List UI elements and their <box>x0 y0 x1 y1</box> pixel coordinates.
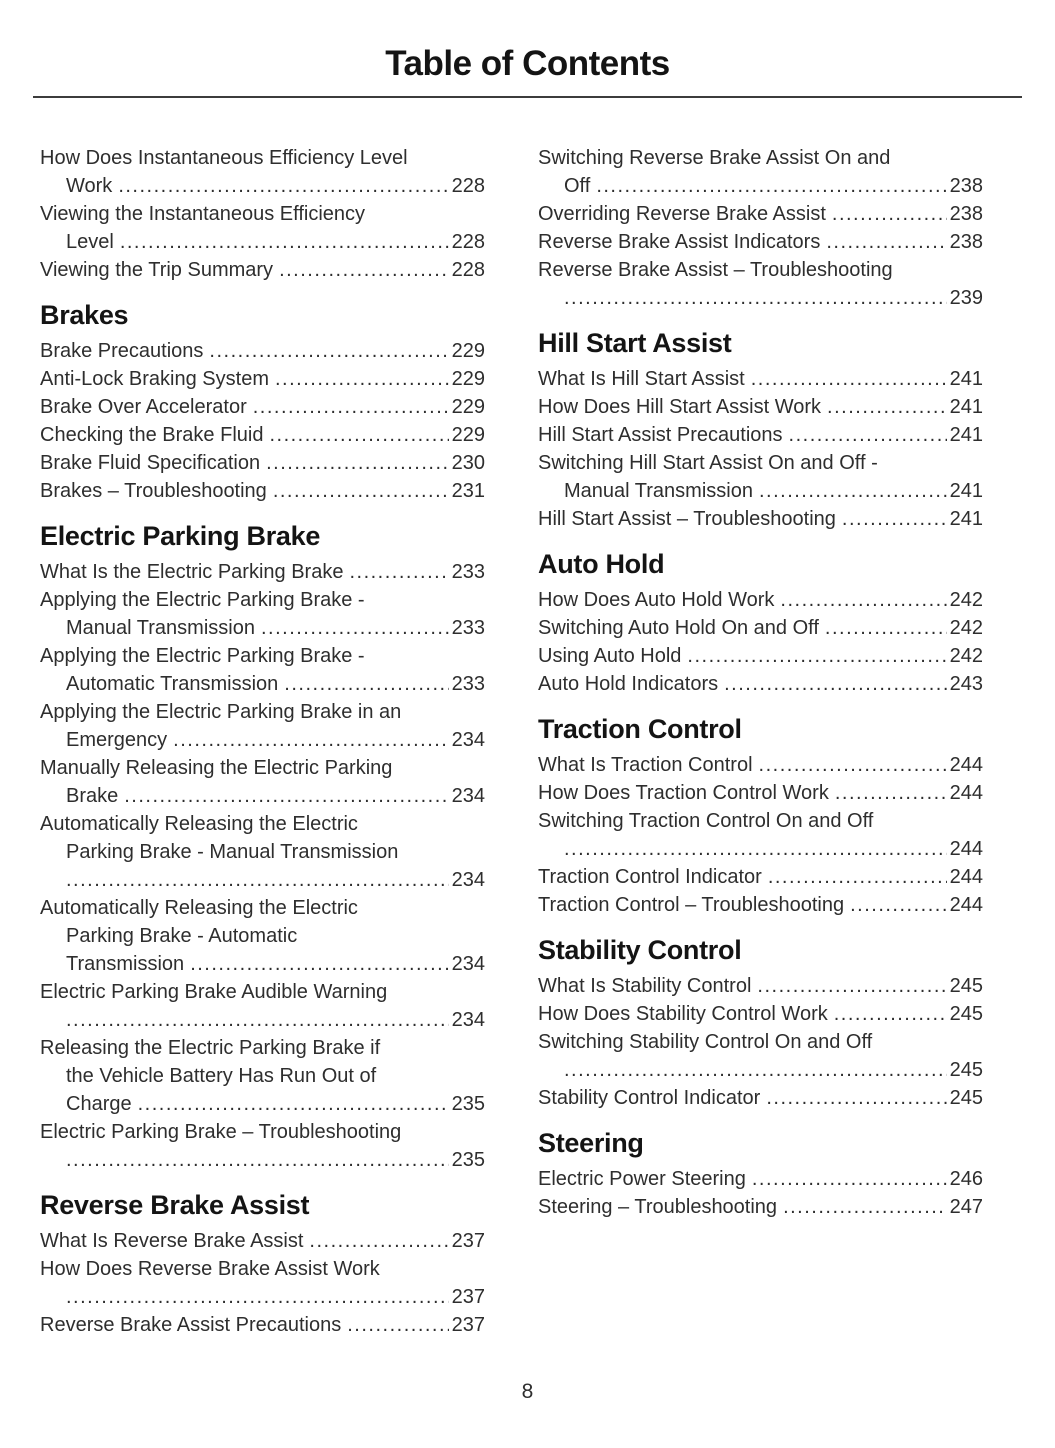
toc-entry[interactable] <box>538 256 983 312</box>
dot-leader <box>309 1227 448 1255</box>
toc-entry-page: 241 <box>949 396 983 418</box>
toc-entry-lastline <box>66 866 485 894</box>
toc-entry-lastline <box>538 1165 983 1193</box>
toc-entry-title: What Is Traction Control <box>538 754 753 776</box>
toc-entry[interactable] <box>40 1227 485 1255</box>
toc-entry[interactable] <box>538 614 983 642</box>
toc-entry[interactable] <box>538 1000 983 1028</box>
toc-entry[interactable] <box>538 449 983 505</box>
toc-entry-lastline <box>66 782 485 810</box>
dot-leader <box>850 891 947 919</box>
toc-entry-page: 239 <box>949 287 983 309</box>
dot-leader <box>780 586 946 614</box>
toc-entry-title: Reverse Brake Assist Precautions <box>40 1314 342 1336</box>
toc-entry-title: How Does Traction Control Work <box>538 782 829 804</box>
toc-entry-page: 238 <box>949 175 983 197</box>
toc-entry-lastline <box>538 972 983 1000</box>
toc-entry[interactable] <box>40 894 485 978</box>
section-heading: Reverse Brake Assist <box>40 1190 310 1220</box>
toc-entry-title: Brake Precautions <box>40 340 204 362</box>
dot-leader <box>66 1146 449 1174</box>
toc-entry-page: 230 <box>451 452 485 474</box>
toc-entry-page: 241 <box>949 480 983 502</box>
toc-entry-page: 229 <box>451 340 485 362</box>
dot-leader <box>173 726 448 754</box>
toc-entry-page: 245 <box>949 975 983 997</box>
toc-entry-page: 237 <box>451 1230 485 1252</box>
dot-leader <box>66 866 449 894</box>
toc-entry-lastline <box>538 393 983 421</box>
toc-entry-title: Manual Transmission <box>66 617 255 639</box>
page-footer <box>0 1380 1055 1404</box>
toc-entry-lastline <box>66 614 485 642</box>
toc-entry[interactable] <box>40 1255 485 1311</box>
toc-entry-title: What Is Stability Control <box>538 975 752 997</box>
toc-entry-title: Manual Transmission <box>564 480 753 502</box>
toc-entry-title: Steering – Troubleshooting <box>538 1196 778 1218</box>
toc-entry-page: 242 <box>949 617 983 639</box>
toc-entry-page: 238 <box>949 203 983 225</box>
dot-leader <box>120 228 449 256</box>
toc-entry-title: Anti-Lock Braking System <box>40 368 269 390</box>
toc-entry-page: 244 <box>949 782 983 804</box>
toc-entry-page: 244 <box>949 866 983 888</box>
dot-leader <box>273 477 449 505</box>
dot-leader <box>124 782 448 810</box>
toc-entry-page: 235 <box>451 1093 485 1115</box>
toc-entry[interactable] <box>40 393 485 421</box>
toc-entry-lastline <box>40 558 485 586</box>
toc-entry-page: 234 <box>451 1009 485 1031</box>
toc-entry-page: 231 <box>451 480 485 502</box>
toc-entry-lastline <box>538 1084 983 1112</box>
toc-entry-page: 241 <box>949 368 983 390</box>
toc-entry[interactable] <box>40 698 485 754</box>
toc-entry-line: Viewing the Instantaneous Efficiency <box>40 203 366 225</box>
toc-entry[interactable] <box>538 670 983 698</box>
toc-entry-page: 237 <box>451 1314 485 1336</box>
toc-entry-title: Off <box>564 175 591 197</box>
toc-entry-page: 241 <box>949 508 983 530</box>
toc-entry-title: Brake <box>66 785 119 807</box>
toc-entry[interactable] <box>538 586 983 614</box>
toc-entry[interactable] <box>538 863 983 891</box>
toc-entry-lastline <box>40 477 485 505</box>
dot-leader <box>759 751 947 779</box>
toc-entry-page: 234 <box>451 785 485 807</box>
dot-leader <box>827 393 947 421</box>
toc-entry[interactable] <box>40 978 485 1034</box>
toc-entry-page: 233 <box>451 561 485 583</box>
toc-entry[interactable] <box>538 751 983 779</box>
toc-entry-page: 235 <box>451 1149 485 1171</box>
toc-entry-title: How Does Hill Start Assist Work <box>538 396 822 418</box>
toc-entry[interactable] <box>538 393 983 421</box>
toc-entry-lastline <box>538 1000 983 1028</box>
toc-entry-page: 229 <box>451 396 485 418</box>
dot-leader <box>596 172 946 200</box>
dot-leader <box>66 1283 449 1311</box>
toc-entry-title: Hill Start Assist – Troubleshooting <box>538 508 836 530</box>
toc-entry-lastline <box>66 950 485 978</box>
toc-entry-lastline <box>564 1056 983 1084</box>
toc-entry-page: 242 <box>949 589 983 611</box>
section-heading: Auto Hold <box>538 549 665 579</box>
toc-entry-line: Reverse Brake Assist – Troubleshooting <box>538 259 893 281</box>
toc-entry[interactable] <box>40 477 485 505</box>
toc-entry-title: Brakes – Troubleshooting <box>40 480 267 502</box>
page-title: Table of Contents <box>385 44 670 83</box>
toc-entry-title: Brake Fluid Specification <box>40 452 261 474</box>
dot-leader <box>768 863 947 891</box>
toc-column-right <box>538 144 983 1339</box>
dot-leader <box>751 365 947 393</box>
toc-entry-line: Switching Reverse Brake Assist On and <box>538 147 891 169</box>
toc-entry-lastline <box>40 393 485 421</box>
toc-entry-page: 228 <box>451 259 485 281</box>
toc-entry[interactable] <box>538 200 983 228</box>
toc-entry-page: 244 <box>949 894 983 916</box>
toc-column-left <box>40 144 485 1339</box>
toc-entry-page: 237 <box>451 1286 485 1308</box>
toc-entry-lastline <box>40 256 485 284</box>
toc-entry-lastline <box>66 1283 485 1311</box>
toc-entry[interactable] <box>40 1118 485 1174</box>
dot-leader <box>269 421 448 449</box>
toc-entry[interactable] <box>40 558 485 586</box>
toc-entry-lastline <box>40 449 485 477</box>
toc-entry-lastline <box>538 863 983 891</box>
toc-entry-page: 244 <box>949 754 983 776</box>
toc-entry-line: Automatically Releasing the Electric <box>40 897 358 919</box>
toc-entry[interactable] <box>538 1165 983 1193</box>
toc-entry-lastline <box>66 1146 485 1174</box>
toc-entry[interactable] <box>40 449 485 477</box>
section-heading: Steering <box>538 1128 644 1158</box>
toc-entry-lastline <box>66 726 485 754</box>
toc-entry[interactable] <box>538 144 983 200</box>
toc-entry-lastline <box>538 421 983 449</box>
dot-leader <box>66 1006 449 1034</box>
dot-leader <box>724 670 947 698</box>
toc-entry-line: Electric Parking Brake – Troubleshooting <box>40 1121 402 1143</box>
toc-entry-page: 234 <box>451 869 485 891</box>
toc-entry-page: 244 <box>949 838 983 860</box>
section-heading: Traction Control <box>538 714 742 744</box>
dot-leader <box>564 1056 947 1084</box>
dot-leader <box>284 670 448 698</box>
toc-entry-title: Using Auto Hold <box>538 645 682 667</box>
section-heading: Electric Parking Brake <box>40 521 321 551</box>
toc-entry-title: Traction Control – Troubleshooting <box>538 894 845 916</box>
toc-entry-line: Applying the Electric Parking Brake - <box>40 645 365 667</box>
dot-leader <box>266 449 449 477</box>
toc-entry-lastline <box>66 670 485 698</box>
toc-entry-title: Charge <box>66 1093 132 1115</box>
dot-leader <box>835 779 947 807</box>
toc-columns <box>0 98 1055 1339</box>
toc-entry[interactable] <box>538 228 983 256</box>
dot-leader <box>834 1000 947 1028</box>
toc-entry[interactable] <box>538 779 983 807</box>
toc-entry-line: Switching Hill Start Assist On and Off - <box>538 452 878 474</box>
toc-entry-lastline <box>66 1006 485 1034</box>
toc-entry-line: Applying the Electric Parking Brake - <box>40 589 365 611</box>
dot-leader <box>832 200 947 228</box>
toc-entry-title: What Is Hill Start Assist <box>538 368 745 390</box>
dot-leader <box>766 1084 946 1112</box>
toc-entry[interactable] <box>538 365 983 393</box>
toc-entry-page: 246 <box>949 1168 983 1190</box>
toc-entry[interactable] <box>40 810 485 894</box>
toc-entry-title: Switching Auto Hold On and Off <box>538 617 819 639</box>
toc-entry-page: 234 <box>451 729 485 751</box>
toc-entry-line: Switching Stability Control On and Off <box>538 1031 873 1053</box>
toc-entry-title: Checking the Brake Fluid <box>40 424 264 446</box>
toc-entry-lastline <box>564 477 983 505</box>
toc-entry-line: Automatically Releasing the Electric <box>40 813 358 835</box>
toc-entry-title: Hill Start Assist Precautions <box>538 424 783 446</box>
dot-leader <box>842 505 947 533</box>
toc-entry-lastline <box>40 1227 485 1255</box>
toc-entry-lastline <box>538 779 983 807</box>
toc-entry-title: Viewing the Trip Summary <box>40 259 274 281</box>
toc-entry[interactable] <box>538 1193 983 1221</box>
dot-leader <box>138 1090 449 1118</box>
toc-entry-page: 234 <box>451 953 485 975</box>
toc-entry-line: How Does Instantaneous Efficiency Level <box>40 147 408 169</box>
toc-entry[interactable] <box>40 586 485 642</box>
toc-entry-lastline <box>538 228 983 256</box>
toc-entry-page: 229 <box>451 368 485 390</box>
toc-entry-lastline <box>66 228 485 256</box>
toc-entry-lastline <box>538 365 983 393</box>
toc-entry[interactable] <box>40 365 485 393</box>
dot-leader <box>564 835 947 863</box>
toc-entry-title: What Is the Electric Parking Brake <box>40 561 344 583</box>
toc-entry-line: Electric Parking Brake Audible Warning <box>40 981 388 1003</box>
toc-entry[interactable] <box>538 1028 983 1084</box>
dot-leader <box>759 477 947 505</box>
section-heading: Hill Start Assist <box>538 328 732 358</box>
toc-entry[interactable] <box>40 642 485 698</box>
toc-entry-line: Parking Brake - Manual Transmission <box>66 841 399 863</box>
toc-entry[interactable] <box>538 1084 983 1112</box>
toc-entry-lastline <box>538 751 983 779</box>
toc-entry-line: Manually Releasing the Electric Parking <box>40 757 393 779</box>
toc-entry-title: Traction Control Indicator <box>538 866 762 888</box>
toc-entry-page: 238 <box>949 231 983 253</box>
toc-entry-lastline <box>40 421 485 449</box>
toc-entry-lastline <box>66 1090 485 1118</box>
page-header <box>0 44 1055 98</box>
toc-entry-title: How Does Auto Hold Work <box>538 589 775 611</box>
toc-entry-lastline <box>538 505 983 533</box>
toc-entry-lastline <box>538 586 983 614</box>
dot-leader <box>253 393 449 421</box>
toc-entry-page: 242 <box>949 645 983 667</box>
dot-leader <box>190 950 448 978</box>
dot-leader <box>826 228 946 256</box>
dot-leader <box>564 284 947 312</box>
toc-entry[interactable] <box>40 200 485 256</box>
toc-entry[interactable] <box>40 421 485 449</box>
dot-leader <box>275 365 449 393</box>
toc-entry[interactable] <box>538 891 983 919</box>
dot-leader <box>347 1311 448 1339</box>
dot-leader <box>118 172 448 200</box>
toc-entry-line: Applying the Electric Parking Brake in an <box>40 701 402 723</box>
toc-entry-page: 233 <box>451 617 485 639</box>
dot-leader <box>687 642 946 670</box>
toc-entry-lastline <box>40 1311 485 1339</box>
toc-entry-line: Releasing the Electric Parking Brake if <box>40 1037 381 1059</box>
toc-entry-title: Stability Control Indicator <box>538 1087 761 1109</box>
toc-entry-title: Overriding Reverse Brake Assist <box>538 203 826 225</box>
toc-entry-line: Switching Traction Control On and Off <box>538 810 874 832</box>
toc-entry-page: 245 <box>949 1059 983 1081</box>
toc-entry-lastline <box>66 172 485 200</box>
toc-entry[interactable] <box>538 642 983 670</box>
toc-entry-line: the Vehicle Battery Has Run Out of <box>66 1065 377 1087</box>
toc-entry[interactable] <box>538 505 983 533</box>
section-heading: Stability Control <box>538 935 742 965</box>
toc-entry-lastline <box>538 670 983 698</box>
toc-entry-page: 229 <box>451 424 485 446</box>
toc-entry[interactable] <box>538 807 983 863</box>
section-heading: Brakes <box>40 300 129 330</box>
toc-entry[interactable] <box>538 972 983 1000</box>
toc-entry-title: How Does Stability Control Work <box>538 1003 828 1025</box>
toc-entry[interactable] <box>40 754 485 810</box>
toc-entry-page: 245 <box>949 1087 983 1109</box>
dot-leader <box>261 614 449 642</box>
toc-entry-title: What Is Reverse Brake Assist <box>40 1230 304 1252</box>
toc-entry-title: Work <box>66 175 113 197</box>
dot-leader <box>279 256 449 284</box>
toc-entry-title: Reverse Brake Assist Indicators <box>538 231 821 253</box>
toc-entry-lastline <box>40 365 485 393</box>
toc-entry[interactable] <box>40 1034 485 1118</box>
dot-leader <box>825 614 947 642</box>
toc-entry-page: 228 <box>451 175 485 197</box>
toc-entry-title: Auto Hold Indicators <box>538 673 719 695</box>
toc-entry-lastline <box>564 172 983 200</box>
dot-leader <box>757 972 946 1000</box>
toc-entry-lastline <box>538 200 983 228</box>
toc-entry-page: 228 <box>451 231 485 253</box>
dot-leader <box>752 1165 947 1193</box>
toc-entry-page: 243 <box>949 673 983 695</box>
toc-entry-lastline <box>564 284 983 312</box>
toc-entry[interactable] <box>40 256 485 284</box>
toc-entry-page: 233 <box>451 673 485 695</box>
toc-entry-title: Electric Power Steering <box>538 1168 746 1190</box>
toc-entry-lastline <box>538 614 983 642</box>
dot-leader <box>789 421 947 449</box>
toc-entry-title: Automatic Transmission <box>66 673 279 695</box>
toc-entry[interactable] <box>538 421 983 449</box>
toc-entry-title: Level <box>66 231 114 253</box>
toc-entry-page: 241 <box>949 424 983 446</box>
dot-leader <box>209 337 448 365</box>
toc-entry-page: 247 <box>949 1196 983 1218</box>
toc-entry-title: Brake Over Accelerator <box>40 396 247 418</box>
toc-entry-line: How Does Reverse Brake Assist Work <box>40 1258 380 1280</box>
toc-entry-title: Emergency <box>66 729 168 751</box>
toc-entry-title: Transmission <box>66 953 185 975</box>
toc-entry[interactable] <box>40 337 485 365</box>
toc-entry[interactable] <box>40 1311 485 1339</box>
dot-leader <box>783 1193 947 1221</box>
toc-entry-lastline <box>538 642 983 670</box>
toc-entry-lastline <box>538 1193 983 1221</box>
page-number: 8 <box>521 1380 534 1403</box>
toc-entry-lastline <box>538 891 983 919</box>
toc-entry-page: 245 <box>949 1003 983 1025</box>
dot-leader <box>349 558 448 586</box>
toc-entry-lastline <box>564 835 983 863</box>
toc-entry-line: Parking Brake - Automatic <box>66 925 298 947</box>
toc-entry-lastline <box>40 337 485 365</box>
toc-entry[interactable] <box>40 144 485 200</box>
